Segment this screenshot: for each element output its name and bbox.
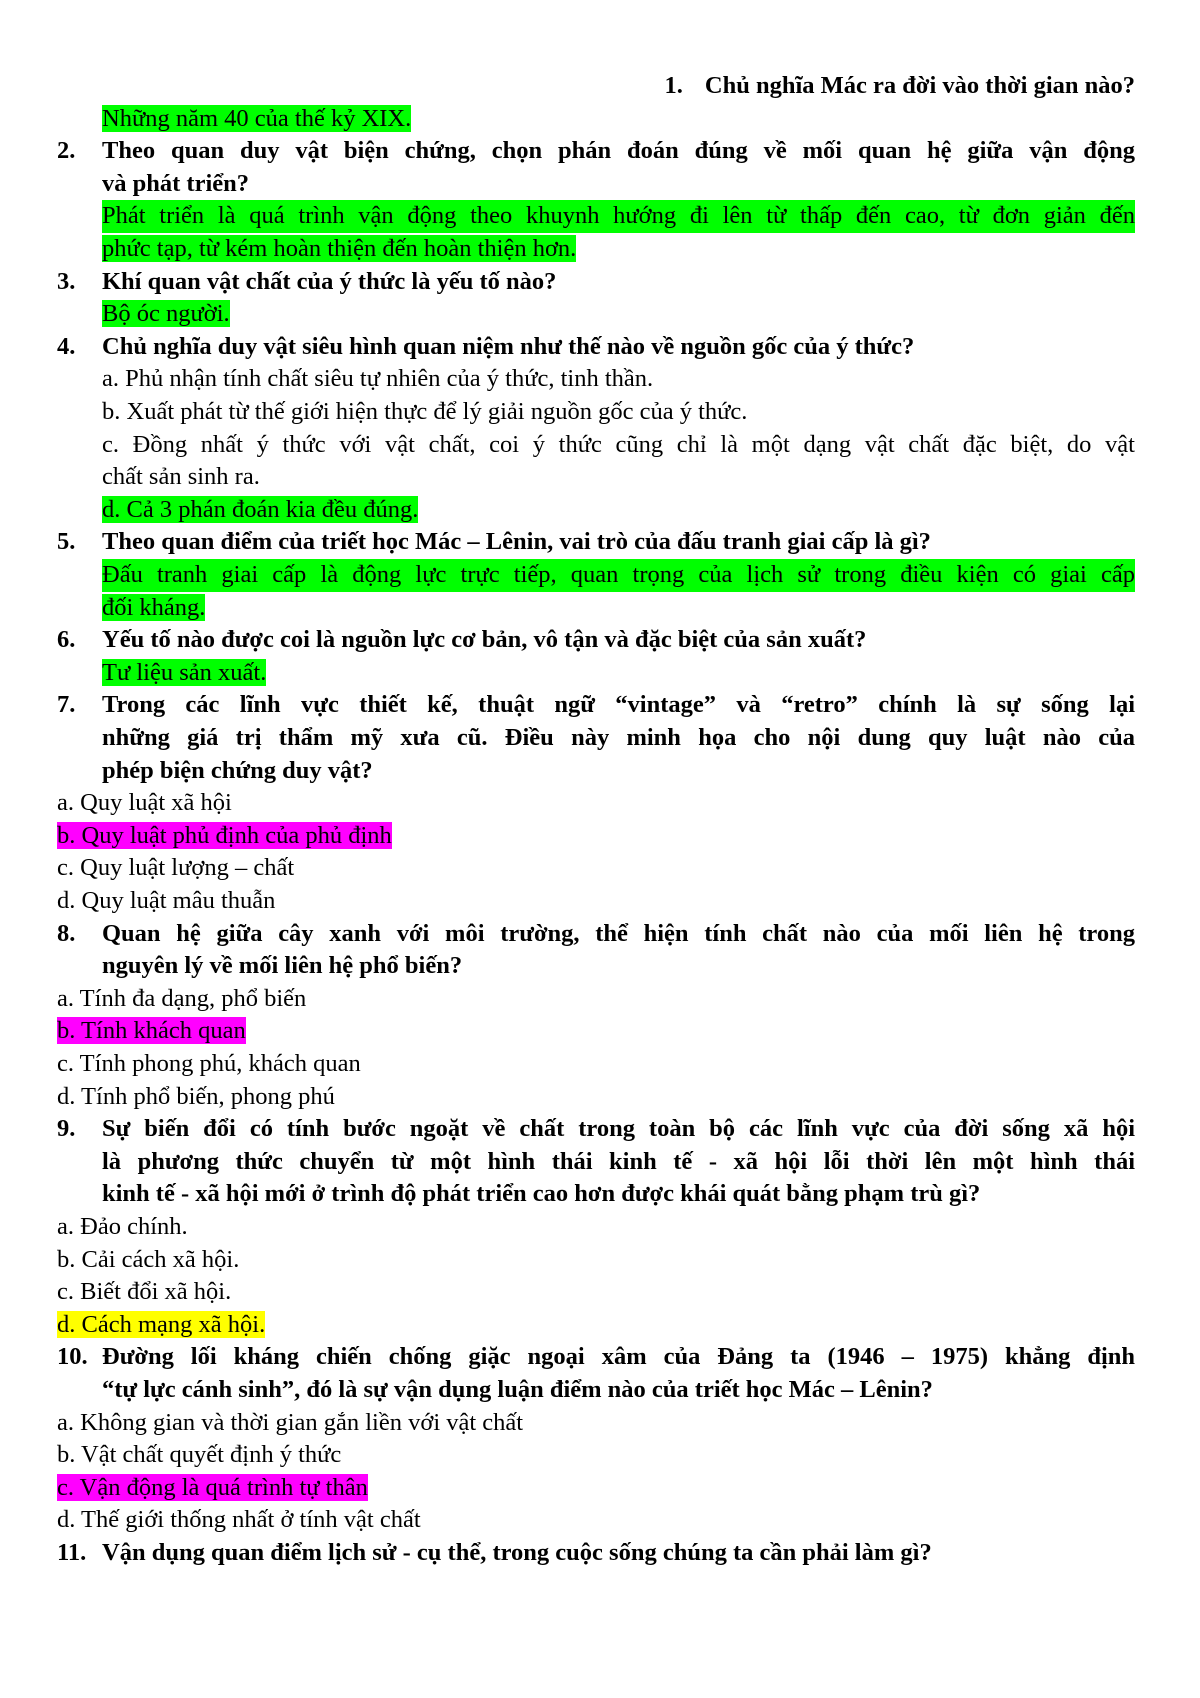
answer-option	[57, 852, 294, 885]
question-line	[57, 135, 1135, 168]
answer-line	[102, 233, 576, 266]
option-text: chất sản sinh ra.	[102, 463, 260, 491]
correct-answer: đối kháng.	[102, 593, 206, 621]
question-text: Quan hệ giữa cây xanh với môi trường, thể hiện tính chất nào của mối liên hệ trong	[102, 919, 1135, 947]
answer-option	[102, 363, 653, 396]
question-line	[57, 1537, 932, 1570]
answer-option	[57, 787, 232, 820]
question-line	[57, 1113, 1135, 1146]
answer-option	[102, 461, 260, 494]
question-line	[57, 266, 557, 299]
answer-option	[57, 1309, 265, 1342]
question-text: Theo quan duy vật biện chứng, chọn phán đoán đúng về mối quan hệ giữa vận động	[102, 137, 1135, 165]
answer-option	[57, 1244, 239, 1277]
correct-answer: Đấu tranh giai cấp là động lực trực tiếp, quan trọng của lịch sử trong điều kiện có giai cấp	[102, 561, 1135, 588]
correct-answer: Tư liệu sản xuất.	[102, 658, 267, 686]
answer-option	[57, 1504, 421, 1537]
question-text: Yếu tố nào được coi là nguồn lực cơ bản, vô tận và đặc biệt của sản xuất?	[102, 626, 867, 654]
question-text: Theo quan điểm của triết học Mác – Lênin, vai trò của đấu tranh giai cấp là gì?	[102, 528, 931, 556]
answer-option	[57, 1407, 523, 1440]
correct-answer-option: b. Tính khách quan	[57, 1017, 246, 1045]
question-line	[57, 624, 867, 657]
option-text: a. Quy luật xã hội	[57, 789, 232, 817]
question-number: 11.	[57, 1539, 87, 1566]
correct-answer: phức tạp, từ kém hoàn thiện đến hoàn thiện hơn.	[102, 235, 577, 262]
option-text: b. Vật chất quyết định ý thức	[57, 1441, 342, 1469]
question-line	[665, 70, 1135, 103]
question-text: và phát triển?	[102, 169, 249, 197]
correct-answer: Bộ óc người.	[102, 300, 230, 328]
question-number: 7.	[57, 691, 76, 719]
answer-option	[102, 429, 1135, 462]
correct-answer: d. Cả 3 phán đoán kia đều đúng.	[102, 495, 419, 523]
question-line	[102, 950, 462, 983]
correct-answer-option: c. Vận động là quá trình tự thân	[57, 1473, 368, 1501]
question-line	[102, 168, 249, 201]
question-number: 4.	[57, 332, 76, 360]
answer-option	[57, 885, 275, 918]
answer-option	[57, 1211, 188, 1244]
answer-line	[102, 298, 230, 331]
question-number: 10.	[57, 1343, 88, 1371]
question-number: 9.	[57, 1115, 76, 1143]
option-text: a. Không gian và thời gian gắn liền với vật chất	[57, 1408, 524, 1436]
question-text: Vận dụng quan điểm lịch sử - cụ thể, trong cuộc sống chúng ta cần phải làm gì?	[102, 1539, 932, 1566]
question-number: 8.	[57, 919, 76, 947]
answer-line	[102, 494, 418, 527]
question-line	[57, 526, 931, 559]
answer-option	[57, 1439, 341, 1472]
question-text: “tự lực cánh sinh”, đó là sự vận dụng luận điểm nào của triết học Mác – Lênin?	[102, 1376, 933, 1403]
answer-option	[57, 983, 306, 1016]
question-text: là phương thức chuyển từ một hình thái kinh tế - xã hội lỗi thời lên một hình thái	[102, 1147, 1135, 1175]
question-line	[102, 1374, 933, 1407]
answer-line	[102, 559, 1135, 592]
answer-option	[57, 1276, 231, 1309]
correct-answer-option: b. Quy luật phủ định của phủ định	[57, 821, 392, 849]
question-text: Chủ nghĩa Mác ra đời vào thời gian nào?	[704, 72, 1135, 99]
question-text: nguyên lý về mối liên hệ phổ biến?	[102, 952, 463, 980]
question-line	[57, 331, 915, 364]
question-number: 5.	[57, 528, 76, 556]
question-line	[102, 755, 373, 788]
question-text: Trong các lĩnh vực thiết kế, thuật ngữ “vintage” và “retro” chính là sự sống lại	[102, 691, 1135, 719]
question-text: Khí quan vật chất của ý thức là yếu tố nào?	[102, 267, 557, 295]
question-line	[102, 722, 1135, 755]
question-line	[57, 689, 1135, 722]
option-text: d. Thế giới thống nhất ở tính vật chất	[57, 1506, 421, 1534]
option-text: c. Quy luật lượng – chất	[57, 854, 295, 882]
question-number: 6.	[57, 626, 76, 654]
option-text: b. Xuất phát từ thế giới hiện thực để lý giải nguồn gốc của ý thức.	[102, 398, 748, 425]
option-text: d. Tính phổ biến, phong phú	[57, 1082, 335, 1110]
option-text: a. Đảo chính.	[57, 1213, 188, 1240]
answer-option	[57, 1015, 246, 1048]
question-line	[102, 1178, 980, 1211]
option-text: c. Tính phong phú, khách quan	[57, 1050, 361, 1077]
answer-line	[102, 200, 1135, 233]
question-line	[57, 918, 1135, 951]
answer-line	[102, 657, 266, 690]
answer-option	[57, 820, 392, 853]
question-line	[102, 1146, 1135, 1179]
correct-answer: Những năm 40 của thế kỷ XIX.	[102, 104, 412, 132]
answer-option	[57, 1048, 361, 1081]
option-text: c. Đồng nhất ý thức với vật chất, coi ý thức cũng chỉ là một dạng vật chất đặc biệt, do vật	[102, 430, 1135, 458]
question-number: 1.	[664, 72, 683, 99]
answer-line	[102, 592, 205, 625]
question-line	[57, 1341, 1135, 1374]
answer-option	[57, 1472, 368, 1505]
option-text: a. Phủ nhận tính chất siêu tự nhiên của ý thức, tinh thần.	[102, 365, 654, 393]
question-number: 3.	[57, 267, 76, 295]
option-text: b. Cải cách xã hội.	[57, 1245, 240, 1273]
question-number: 2.	[57, 137, 76, 165]
question-text: kinh tế - xã hội mới ở trình độ phát triển cao hơn được khái quát bằng phạm trù gì?	[102, 1180, 981, 1208]
answer-line	[102, 103, 411, 136]
question-text: Sự biến đổi có tính bước ngoặt về chất trong toàn bộ các lĩnh vực của đời sống xã hội	[102, 1115, 1135, 1143]
answer-option	[57, 1081, 335, 1114]
question-text: Chủ nghĩa duy vật siêu hình quan niệm như thế nào về nguồn gốc của ý thức?	[102, 332, 915, 360]
correct-answer: Phát triển là quá trình vận động theo khuynh hướng đi lên từ thấp đến cao, từ đơn giản đến	[102, 202, 1135, 230]
option-text: d. Quy luật mâu thuẫn	[57, 887, 276, 914]
question-text: Đường lối kháng chiến chống giặc ngoại xâm của Đảng ta (1946 – 1975) khẳng định	[102, 1343, 1135, 1371]
answer-option	[102, 396, 747, 429]
option-text: a. Tính đa dạng, phổ biến	[57, 984, 307, 1012]
correct-answer-option: d. Cách mạng xã hội.	[57, 1310, 266, 1338]
option-text: c. Biết đổi xã hội.	[57, 1278, 232, 1306]
question-text: phép biện chứng duy vật?	[102, 756, 373, 784]
question-text: những giá trị thẩm mỹ xưa cũ. Điều này minh họa cho nội dung quy luật nào của	[102, 724, 1135, 751]
